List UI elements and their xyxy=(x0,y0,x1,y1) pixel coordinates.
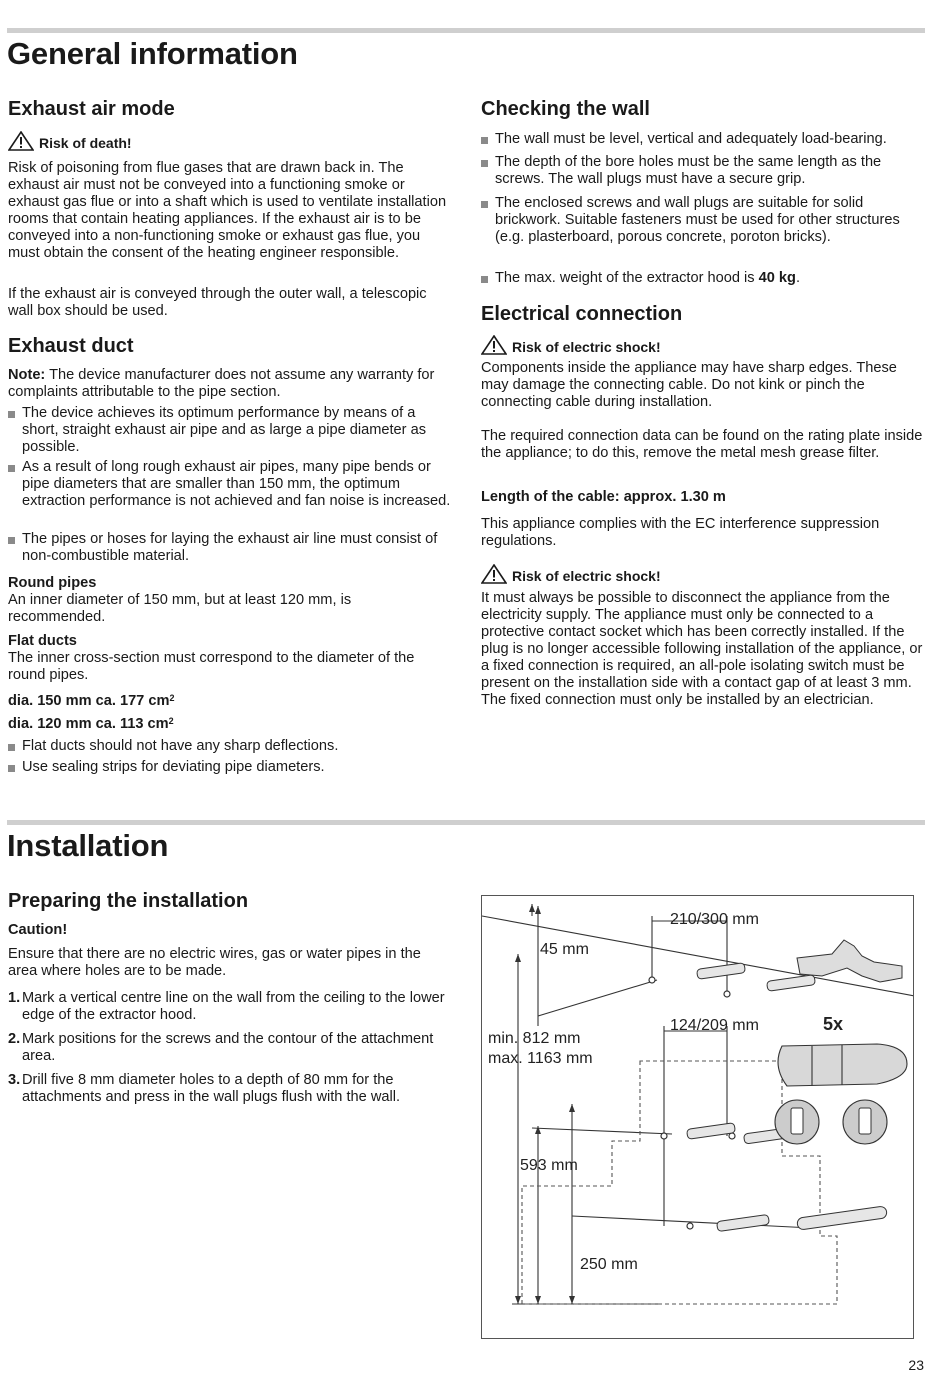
list-item: The enclosed screws and wall plugs are suitable for solid brickwork. Suitable fasteners must be used for other structures (e.g. plasterboard, porous concrete, poroton bricks). xyxy=(481,195,925,246)
note-label: Note: xyxy=(8,367,46,383)
wall-plug xyxy=(687,1123,736,1140)
step-text: Drill five 8 mm diameter holes to a depth of 80 mm for the attachments and press in the wall plugs flush with the wall. xyxy=(22,1072,401,1105)
installation-drawing xyxy=(482,896,914,1339)
page-number: 23 xyxy=(908,1357,924,1373)
warning-electric-shock-2 xyxy=(481,564,661,584)
wall-plug xyxy=(767,975,816,992)
weight-value: 40 kg xyxy=(758,270,796,286)
step-item xyxy=(8,1072,458,1106)
warning-triangle-icon xyxy=(8,131,34,151)
step-number: 1. xyxy=(8,990,21,1006)
list-item: As a result of long rough exhaust air pipes, many pipe bends or pipe diameters that are smaller than 150 mm, the optimum extraction performance is not achieved and fan noise is increased. xyxy=(8,459,454,510)
list-item: The pipes or hoses for laying the exhaust air line must consist of non-combustible material. xyxy=(8,531,454,565)
heading-electrical-connection: Electrical connection xyxy=(481,303,683,325)
exhaust-duct-note xyxy=(8,367,452,401)
list-item-weight xyxy=(481,270,925,287)
screw xyxy=(797,1206,888,1230)
round-pipes-text: An inner diameter of 150 mm, but at least 120 mm, is recommended. xyxy=(8,592,352,625)
round-pipes-label: Round pipes xyxy=(8,575,97,591)
step-text: Mark a vertical centre line on the wall from the ceiling to the lower edge of the extractor hood. xyxy=(22,990,445,1023)
step-item xyxy=(8,1031,458,1065)
heading-checking-wall: Checking the wall xyxy=(481,98,650,120)
superscript: 2 xyxy=(169,693,175,703)
list-item: The device achieves its optimum performance by means of a short, straight exhaust air pipe and as large a pipe diameter as possible. xyxy=(8,405,454,456)
reference-line xyxy=(538,980,657,1016)
warning-triangle-icon xyxy=(481,564,507,584)
caution-paragraph: Ensure that there are no electric wires, gas or water pipes in the area where holes are to be made. xyxy=(8,946,421,979)
weight-text: The max. weight of the extractor hood is xyxy=(495,270,759,286)
electrical-paragraph-3: This appliance complies with the EC interference suppression regulations. xyxy=(481,516,880,549)
warning-triangle-icon xyxy=(481,335,507,355)
installation-diagram xyxy=(481,895,914,1339)
diameter-120 xyxy=(8,713,174,733)
heading-exhaust-air-mode: Exhaust air mode xyxy=(8,98,175,120)
section-rule xyxy=(7,28,925,33)
dimension-label-top: 210/300 mm xyxy=(670,911,759,928)
reference-line xyxy=(532,1128,672,1134)
wall-plug xyxy=(717,1214,770,1231)
wall-plug xyxy=(697,963,746,980)
electrical-paragraph-1: Components inside the appliance may have sharp edges. These may damage the connecting cable. Do not kink or pinch the connecting cable during installation. xyxy=(481,360,897,410)
list-item: The depth of the bore holes must be the same length as the screws. The wall plugs must have a secure grip. xyxy=(481,154,925,188)
diameter-150-text: dia. 150 mm ca. 177 cm xyxy=(8,693,170,709)
caution-label: Caution! xyxy=(8,922,68,938)
dimension-label-max: max. 1163 mm xyxy=(488,1050,593,1067)
step-number: 2. xyxy=(8,1031,21,1047)
cable-length: Length of the cable: approx. 1.30 m xyxy=(481,489,726,505)
step-number: 3. xyxy=(8,1072,21,1088)
page-title-installation: Installation xyxy=(7,828,169,863)
warning-label: Risk of electric shock! xyxy=(512,339,661,355)
dimension-label-min: min. 812 mm xyxy=(488,1030,581,1047)
list-item: Use sealing strips for deviating pipe diameters. xyxy=(8,759,454,776)
list-item: The wall must be level, vertical and adequately load-bearing. xyxy=(481,131,925,148)
attachment-area-contour xyxy=(522,1061,837,1304)
section-rule xyxy=(7,820,925,825)
warning-risk-of-death xyxy=(8,131,132,151)
superscript: 2 xyxy=(168,716,174,726)
electrical-paragraph-2: The required connection data can be found on the rating plate inside the appliance; to do this, remove the metal mesh grease filter. xyxy=(481,428,923,461)
heading-exhaust-duct: Exhaust duct xyxy=(8,335,134,357)
warning-label: Risk of electric shock! xyxy=(512,568,661,584)
note-text: The device manufacturer does not assume any warranty for complaints attributable to the pipe section. xyxy=(8,367,435,400)
exhaust-air-paragraph-1: Risk of poisoning from flue gases that are drawn back in. The exhaust air must not be conveyed into a functioning smoke or exhaust gas flue or into a shaft which is used to ventilate installation rooms that contain heating appliances. If the exhaust air is to be conveyed into a non-functioning smoke or exhaust gas flue, you must obtain the consent of the heating engineer responsible. xyxy=(8,160,447,261)
dimension-label-250: 250 mm xyxy=(580,1256,638,1273)
list-item: Flat ducts should not have any sharp deflections. xyxy=(8,738,454,755)
electrical-paragraph-4: It must always be possible to disconnect the appliance from the electricity supply. The appliance must only be connected to a protective contact socket which has been correctly installed. If the plug is no longer accessible following installation of the appliance, or a fixed connection is required, an all-pole isolating switch must be present on the installation side with a contact gap of at least 3 mm. The fixed connection must only be installed by an electrician. xyxy=(481,590,923,708)
warning-electric-shock-1 xyxy=(481,335,661,355)
diameter-120-text: dia. 120 mm ca. 113 cm xyxy=(8,716,169,732)
step-text: Mark positions for the screws and the contour of the attachment area. xyxy=(22,1031,434,1064)
quantity-label: 5x xyxy=(823,1014,844,1034)
diameter-150 xyxy=(8,690,174,710)
dimension-label-124: 124/209 mm xyxy=(670,1017,759,1034)
warning-label: Risk of death! xyxy=(39,135,132,151)
step-item xyxy=(8,990,458,1024)
dimension-label-593: 593 mm xyxy=(520,1157,578,1174)
flat-ducts-text: The inner cross-section must correspond to the diameter of the round pipes. xyxy=(8,650,415,683)
dimension-label-45: 45 mm xyxy=(540,941,589,958)
flat-ducts-label: Flat ducts xyxy=(8,633,77,649)
page-title-general: General information xyxy=(7,36,298,71)
weight-end: . xyxy=(795,270,801,286)
heading-preparing-installation: Preparing the installation xyxy=(8,890,249,912)
exhaust-air-paragraph-2: If the exhaust air is conveyed through the outer wall, a telescopic wall box should be used. xyxy=(8,286,427,319)
